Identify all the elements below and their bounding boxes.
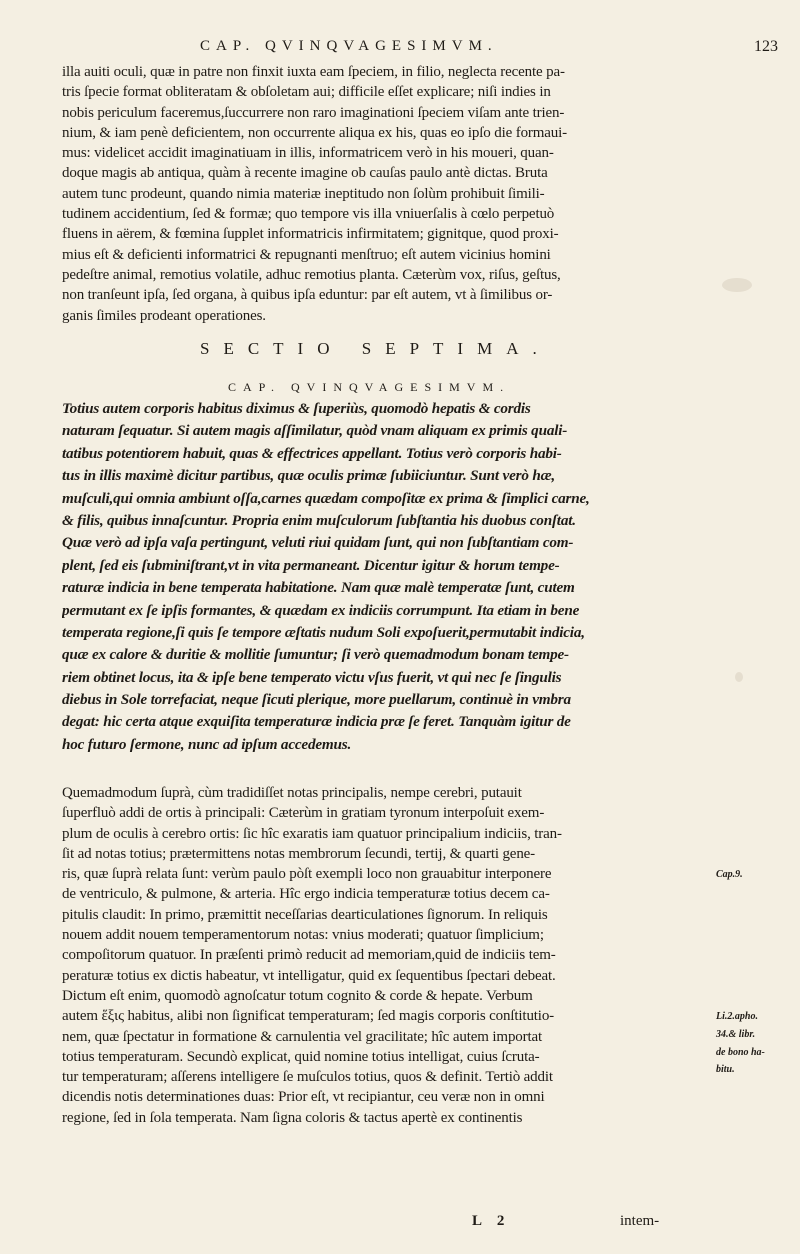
text-line: tris ſpecie format obliteratam & obſoletam aui; difficile eſſet explicare; niſi indies in [62, 84, 551, 101]
margin-note-li2-apho: Li.2.apho. [716, 1011, 758, 1022]
italic-text-line: Quæ verò ad ipſa vaſa pertingunt, veluti riui quidam ſunt, qui non ſubſtantiam com- [62, 534, 574, 552]
italic-text-line: hoc futuro ſermone, nunc ad ipſum accedemus. [62, 735, 352, 753]
commentary-line: de ventriculo, & pulmone, & arteria. Hîc ergo indicia temperaturæ totius decem ca- [62, 886, 550, 903]
commentary-line: nem, quæ ſpectatur in formatione & carnulentia vel gracilitate; hîc autem importat [62, 1028, 543, 1045]
italic-text-line: muſculi,qui omnia ambiunt oſſa,carnes quædam compoſitæ ex prima & ſimplici carne, [62, 489, 590, 507]
text-line: nium, & iam penè deficientem, non occurrente aliqua ex his, quas eo ipſo die formaui- [62, 124, 567, 141]
commentary-line: pitulis claudit: In primo, præmittit neceſſarias dearticulationes ſignorum. In reliquis [62, 906, 548, 923]
ink-spot [735, 672, 743, 682]
italic-text-line: permutant ex ſe ipſis formantes, & quædam ex indiciis corrumpunt. Ita etiam in bene [62, 601, 580, 619]
italic-text-line: plent, ſed eis ſubminiſtrant,vt in vita permaneant. Dicentur igitur & horum tempe- [62, 556, 560, 574]
commentary-line: nouem addit nouem temperamentorum notas: vnius moderati; quatuor ſimplicium; [62, 927, 544, 944]
commentary-line: ris, quæ ſuprà relata ſunt: verùm paulo pòſt exempli loco non grauabitur interponere [62, 866, 552, 883]
galen-italic-text [62, 398, 710, 756]
chapter-50-continuation-text [62, 62, 710, 326]
text-line: ganis ſimiles prodeant operationes. [62, 307, 266, 324]
text-line: mus: videlicet accidit imaginatiuam in illis, informatricem verò in his moueri, quan- [62, 145, 554, 162]
margin-note-bitu: bitu. [716, 1064, 735, 1075]
commentary-line: Dictum eſt enim, quomodò agnoſcatur totum cognito & corde & hepate. Verbum [62, 987, 533, 1004]
italic-text-line: temperata regione,ſi quis ſe tempore æſtatis nudum Soli expoſuerit,permutabit indicia, [62, 623, 585, 641]
commentary-line: dicendis notis determinationes duas: Prior eſt, vt recipiantur, ceu veræ non in omni [62, 1089, 545, 1106]
commentary-line: regione, ſed in ſola temperata. Nam ſigna coloris & tactus apertè ex continentis [62, 1109, 523, 1126]
italic-text-line: degat: hic certa atque exquiſita temperaturæ indicia præ ſe feret. Tanquàm igitur de [62, 713, 571, 731]
italic-text-line: riem obtinet locus, ita & ipſe bene temperato victu vſus fuerit, vt qui nec ſe ſingulis [62, 668, 562, 686]
commentary-line: tur temperaturam; aſſerens intelligere ſe muſculos totius, quos & definit. Tertiò addit [62, 1069, 553, 1086]
text-line: pedeſtre animal, remotius volatile, adhuc remotius planta. Cæterùm vox, riſus, geſtus, [62, 266, 561, 283]
commentary-text [62, 783, 710, 1128]
text-line: fluens in aërem, & fœmina ſupplet informatricis infirmitatem; gignitque, quod proxi- [62, 226, 559, 243]
italic-text-line: quæ ex calore & duritie & mollitie ſumuntur; ſi verò quemadmodum bonam tempe- [62, 646, 569, 664]
commentary-line: Quemadmodum ſuprà, cùm tradidiſſet notas principalis, nempe cerebri, putauit [62, 785, 522, 801]
margin-note-de-bono: de bono ha- [716, 1047, 765, 1058]
italic-text-line: Totius autem corporis habitus diximus & ſuperiùs, quomodò hepatis & cordis [62, 400, 531, 417]
commentary-line: ſuperfluò addi de ortis à principali: Cæterùm in gratiam tyronum interpoſuit exem- [62, 805, 545, 822]
italic-text-line: raturæ indicia in bene temperata habitatione. Nam quæ malè temperatæ ſunt, cutem [62, 579, 575, 597]
text-line: tudinem accidentium, ſed & formæ; quo tempore vis illa vniuerſalis à cœlo perpetuò [62, 206, 555, 223]
italic-text-line: diebus in Sole torrefaciat, neque ſicuti plerique, more puellarum, continuè in vmbra [62, 691, 571, 709]
commentary-line: autem ἕξις habitus, alibi non ſignificat temperaturam; ſed magis corporis conſtitutio- [62, 1008, 555, 1025]
running-head: CAP. QVINQVAGESIMVM. [200, 38, 498, 54]
ink-spot [722, 278, 752, 292]
italic-text-line: tus in illis maximè dicitur partibus, quæ oculis primæ ſubiiciuntur. Sunt verò hæ, [62, 467, 555, 485]
commentary-line: plum de oculis à cerebro ortis: ſic hîc exaratis iam quatuor principalium indiciis, tran- [62, 825, 562, 842]
commentary-line: totius temperaturam. Secundò explicat, quid nomine totius intelligat, cuius ſcruta- [62, 1048, 540, 1065]
text-line: nobis periculum faceremus,ſuccurrere non raro imaginationi ſpeciem viſam ante trien- [62, 104, 565, 121]
text-line: illa auiti oculi, quæ in patre non finxit iuxta eam ſpeciem, in filio, neglecta recente pa- [62, 64, 565, 80]
section-title: SECTIO SEPTIMA. [200, 339, 551, 358]
signature-mark: L 2 [472, 1213, 511, 1229]
text-line: doque magis ab antiqua, quàm à recente imagine ob cauſas paulo antè dictas. Bruta [62, 165, 548, 182]
commentary-line: ſit ad notas totius; prætermittens notas membrorum ſecundi, tertij, & quarti gene- [62, 845, 536, 862]
italic-text-line: & filis, quibus innaſcuntur. Propria enim muſculorum ſubſtantia his duobus conſtat. [62, 511, 576, 529]
italic-text-line: naturam ſequatur. Si autem magis aſſimilatur, quòd vnam aliquam ex primis quali- [62, 422, 568, 440]
chapter-heading: CAP. QVINQVAGESIMVM. [228, 380, 511, 394]
page-number: 123 [754, 38, 778, 55]
commentary-line: compoſitorum quatuor. In præſenti primò reducit ad memoriam,quid de indiciis tem- [62, 947, 556, 964]
text-line: non tranſeunt ipſa, ſed organa, à quibus ipſa eduntur: par eſt autem, vt à ſimilibus or- [62, 287, 553, 304]
margin-note-cap9: Cap.9. [716, 869, 743, 880]
text-line: autem tunc prodeunt, quando nimia materiæ ineptitudo non ſolùm prohibuit ſimili- [62, 185, 545, 202]
commentary-line: peraturæ totius ex dictis habeatur, vt intelligatur, quid ex ſequentibus ſpectari debeat. [62, 967, 556, 984]
text-line: mius eſt & deficienti informatrici & repugnanti menſtruo; eſt autem vicinius homini [62, 246, 551, 263]
italic-text-line: tatibus potentiorem habuit, quas & effectrices appellant. Totius verò corporis habi- [62, 444, 562, 462]
margin-note-34-libr: 34.& libr. [716, 1029, 756, 1040]
catchword: intem- [620, 1213, 660, 1229]
